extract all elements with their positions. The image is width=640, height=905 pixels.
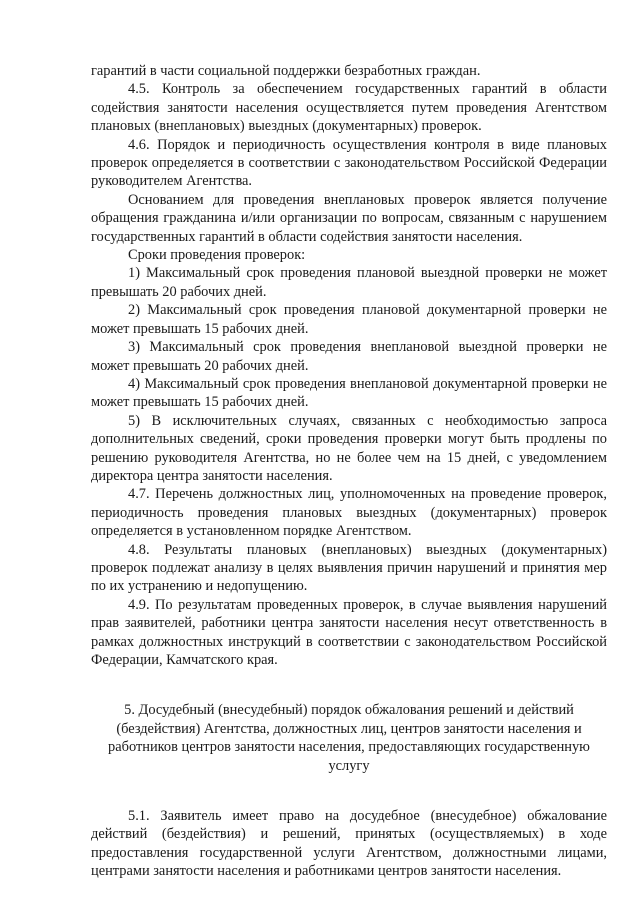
section-5-heading: 5. Досудебный (внесудебный) порядок обжалования решений и действий (бездействия) Агентства, должностных лиц, центров занятости населения и работников центров занятости населения, предоставляющих государственную услугу [108, 702, 590, 774]
list-item-term-4: 4) Максимальный срок проведения внеплановой документарной проверки не может превышать 15 рабочих дней. [91, 375, 607, 411]
list-item-term-3: 3) Максимальный срок проведения внеплановой выездной проверки не может превышать 20 рабочих дней. [91, 339, 607, 374]
paragraph-4-6: 4.6. Порядок и периодичность осуществления контроля в виде плановых проверок определяется в соответствии с законодательством Российской Федерации руководителем Агентства. [91, 136, 607, 190]
list-item-term-2: 2) Максимальный срок проведения плановой документарной проверки не может превышать 15 рабочих дней. [91, 302, 607, 337]
list-item-term-5: 5) В исключительных случаях, связанных с необходимостью запроса дополнительных сведений, сроки проведения проверки могут быть продлены по решению руководителя Агентства, но не более чем на 15 дней, с уведомлением директора центра занятости населения. [91, 412, 607, 484]
paragraph-4-7: 4.7. Перечень должностных лиц, уполномоченных на проведение проверок, периодичность проведения плановых выездных (документарных) проверок определяется в установленном порядке Агентством. [91, 486, 607, 540]
document-body [91, 62, 607, 881]
paragraph-unscheduled-grounds: Основанием для проведения внеплановых проверок является получение обращения гражданина и/или организации по вопросам, связанным с нарушением государственных гарантий в области содействия занятости населения. [91, 191, 607, 245]
paragraph-5-1: 5.1. Заявитель имеет право на досудебное (внесудебное) обжалование действий (бездействия) и решений, принятых (осуществляемых) в ходе предоставления государственной услуги Агентством, должностными лицами, центрами занятости населения и работниками центров занятости населения. [91, 808, 607, 880]
paragraph-4-9: 4.9. По результатам проведенных проверок, в случае выявления нарушений прав заявителей, работники центра занятости населения несут ответственность в рамках должностных инструкций в соответствии с законодательством Российской Федерации, Камчатского края. [91, 596, 607, 668]
paragraph-continuation: гарантий в части социальной поддержки безработных граждан. [91, 63, 481, 79]
paragraph-inspection-terms: Сроки проведения проверок: [128, 247, 306, 264]
paragraph-4-8: 4.8. Результаты плановых (внеплановых) выездных (документарных) проверок подлежат анализу в целях выявления причин нарушений и принятия мер по их устранению и недопущению. [91, 541, 607, 595]
paragraph-4-5: 4.5. Контроль за обеспечением государственных гарантий в области содействия занятости населения осуществляется путем проведения Агентством плановых (внеплановых) выездных (документарных) проверок. [91, 81, 607, 135]
list-item-term-1: 1) Максимальный срок проведения плановой выездной проверки не может превышать 20 рабочих дней. [91, 265, 607, 300]
